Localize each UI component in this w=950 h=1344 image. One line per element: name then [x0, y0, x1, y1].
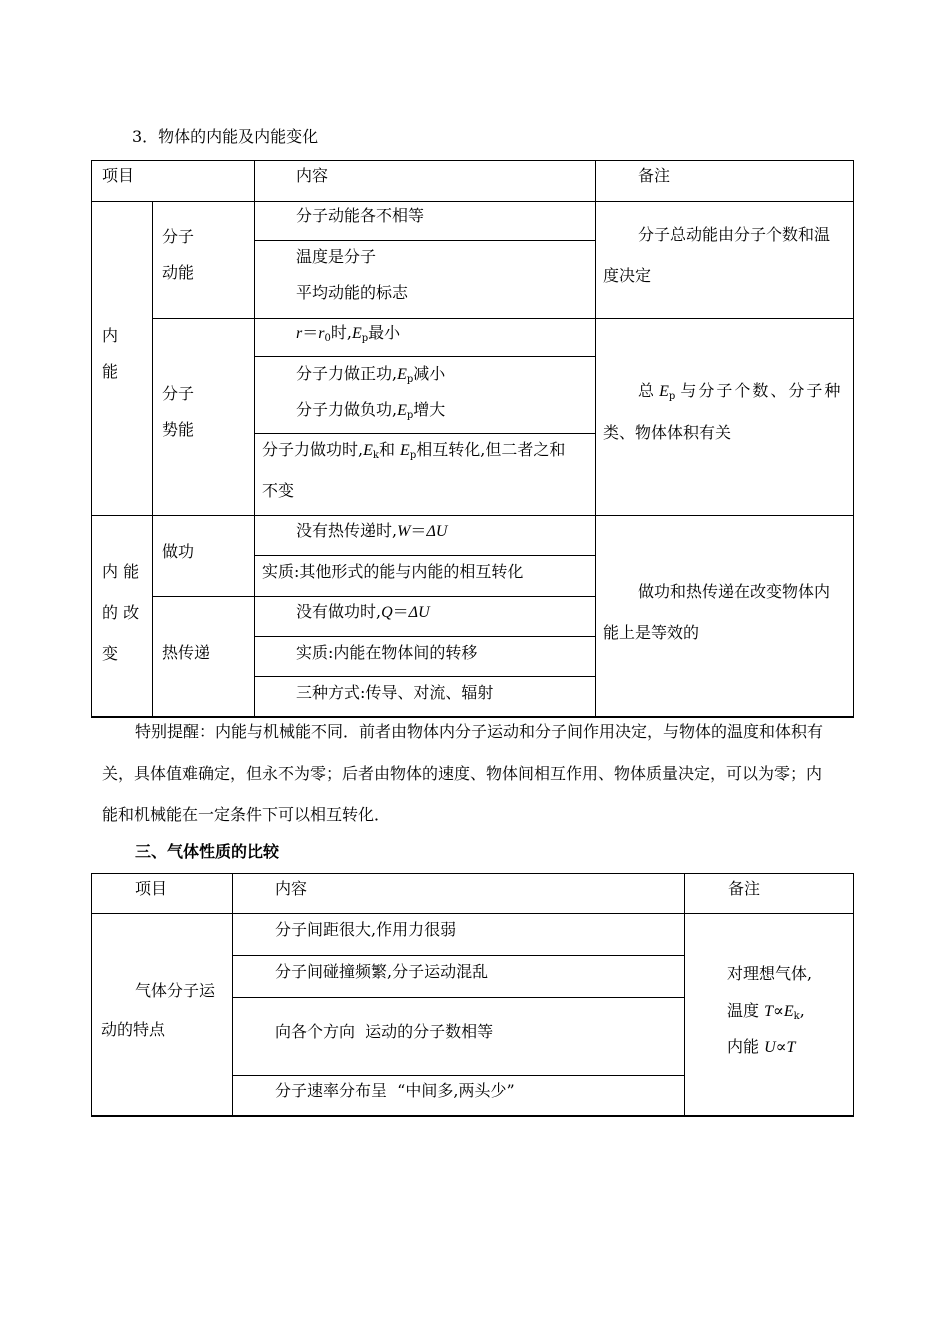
note-cell-2: 度决定	[603, 266, 652, 285]
text: 总	[638, 381, 655, 400]
text-min: 最小	[368, 323, 401, 342]
symbol-ep: E	[397, 366, 407, 383]
header-note: 备注	[728, 879, 761, 898]
table-cell: 实质:内能在物体间的转移	[296, 643, 478, 662]
note-cell-change-2: 能上是等效的	[603, 623, 700, 642]
text: 没有热传递时,	[296, 521, 398, 540]
group-label-internal-energy-2: 能	[102, 362, 119, 381]
symbol-ek: E	[363, 442, 373, 459]
text: 内能	[727, 1037, 760, 1056]
note-cell-potential-2: 类、物体体积有关	[603, 423, 732, 442]
propto-symbol: ∝	[773, 1001, 784, 1020]
note-cell: 分子总动能由分子个数和温	[638, 225, 831, 244]
symbol-delta-u: ΔU	[408, 604, 430, 621]
gas-item-label: 气体分子运	[135, 981, 216, 1000]
table-cell: 向各个方向 运动的分子数相等	[275, 1022, 494, 1041]
table-cell: 分子速率分布呈 “中间多,两头少”	[275, 1081, 515, 1100]
text-increase: 增大	[413, 400, 446, 419]
text: 分子力做负功,	[296, 400, 398, 419]
reminder-line-2: 关，具体值难确定，但永不为零；后者由物体的速度、物体间相互作用、物体质量决定，可以为零；内	[102, 764, 823, 783]
section-heading: 3．物体的内能及内能变化	[132, 127, 319, 146]
section-heading-gas: 三、气体性质的比较	[135, 842, 280, 861]
symbol-u: U	[764, 1039, 776, 1056]
comma: ,	[799, 1001, 805, 1020]
symbol-r: r	[296, 325, 303, 342]
text: 与分子个数、分子种	[680, 381, 843, 400]
subscript-p: p	[409, 450, 417, 461]
text-decrease: 减小	[413, 364, 446, 383]
subgroup-label-kinetic-2: 动能	[162, 263, 195, 282]
group-label-change-2: 的 改	[102, 603, 140, 622]
note-internal-energy	[727, 1037, 795, 1058]
subscript-k: k	[372, 450, 379, 461]
subscript-p: p	[406, 410, 414, 421]
symbol-t: T	[786, 1039, 796, 1056]
note-cell-change: 做功和热传递在改变物体内	[638, 582, 831, 601]
note-ideal-gas: 对理想气体,	[727, 964, 813, 983]
subscript-k: k	[793, 1011, 800, 1022]
table-cell-unchanged: 不变	[262, 481, 295, 500]
subgroup-label-kinetic: 分子	[162, 227, 195, 246]
table-cell: 平均动能的标志	[296, 283, 409, 302]
eq-sign: ＝	[302, 323, 319, 342]
subgroup-label-potential-2: 势能	[162, 420, 195, 439]
text: 分子力做功时,	[262, 440, 364, 459]
header-note: 备注	[638, 166, 671, 185]
text-when: 时,	[330, 323, 352, 342]
text: 分子力做正功,	[296, 364, 398, 383]
symbol-delta-u: ΔU	[426, 523, 448, 540]
subscript-0: 0	[324, 333, 331, 344]
header-item: 项目	[135, 879, 168, 898]
subgroup-label-work: 做功	[162, 542, 195, 561]
header-content: 内容	[296, 166, 329, 185]
text: 温度	[727, 1001, 760, 1020]
table-cell: 温度是分子	[296, 247, 377, 266]
table-cell: 分子间距很大,作用力很弱	[275, 920, 457, 939]
table-cell: 分子动能各不相等	[296, 206, 425, 225]
symbol-ep: E	[400, 442, 410, 459]
symbol-ep: E	[397, 402, 407, 419]
reminder-line-1: 特别提醒：内能与机械能不同．前者由物体内分子运动和分子间作用决定，与物体的温度和体积有	[135, 722, 824, 741]
eq-sign: ＝	[410, 521, 427, 540]
subscript-p: p	[668, 391, 676, 402]
table-cell: 三种方式:传导、对流、辐射	[296, 683, 494, 702]
group-label-change-3: 变	[102, 644, 119, 663]
propto-symbol: ∝	[775, 1037, 787, 1056]
header-content: 内容	[275, 879, 308, 898]
note-temperature	[727, 1001, 805, 1027]
text: 没有做功时,	[296, 602, 382, 621]
symbol-t: T	[764, 1003, 774, 1020]
eq-sign: ＝	[392, 602, 409, 621]
gas-item-label-2: 动的特点	[101, 1020, 166, 1039]
symbol-r0: r	[318, 325, 325, 342]
subscript-p: p	[406, 374, 414, 385]
subgroup-label-potential: 分子	[162, 384, 195, 403]
symbol-ek: E	[783, 1003, 794, 1020]
text: 相互转化,但二者之和	[416, 440, 566, 459]
symbol-q: Q	[381, 604, 393, 621]
subgroup-label-heat: 热传递	[162, 643, 211, 662]
symbol-w: W	[397, 523, 411, 540]
symbol-ep: E	[351, 325, 362, 342]
group-label-internal-energy: 内	[102, 326, 119, 345]
group-label-change: 内 能	[102, 562, 140, 581]
subscript-p: p	[361, 333, 369, 344]
header-item: 项目	[102, 166, 135, 185]
text-and: 和	[378, 440, 395, 459]
table-cell: 实质:其他形式的能与内能的相互转化	[262, 562, 524, 581]
table-cell: 分子间碰撞频繁,分子运动混乱	[275, 962, 489, 981]
symbol-ep: E	[659, 383, 669, 400]
reminder-line-3: 能和机械能在一定条件下可以相互转化．	[102, 805, 391, 824]
